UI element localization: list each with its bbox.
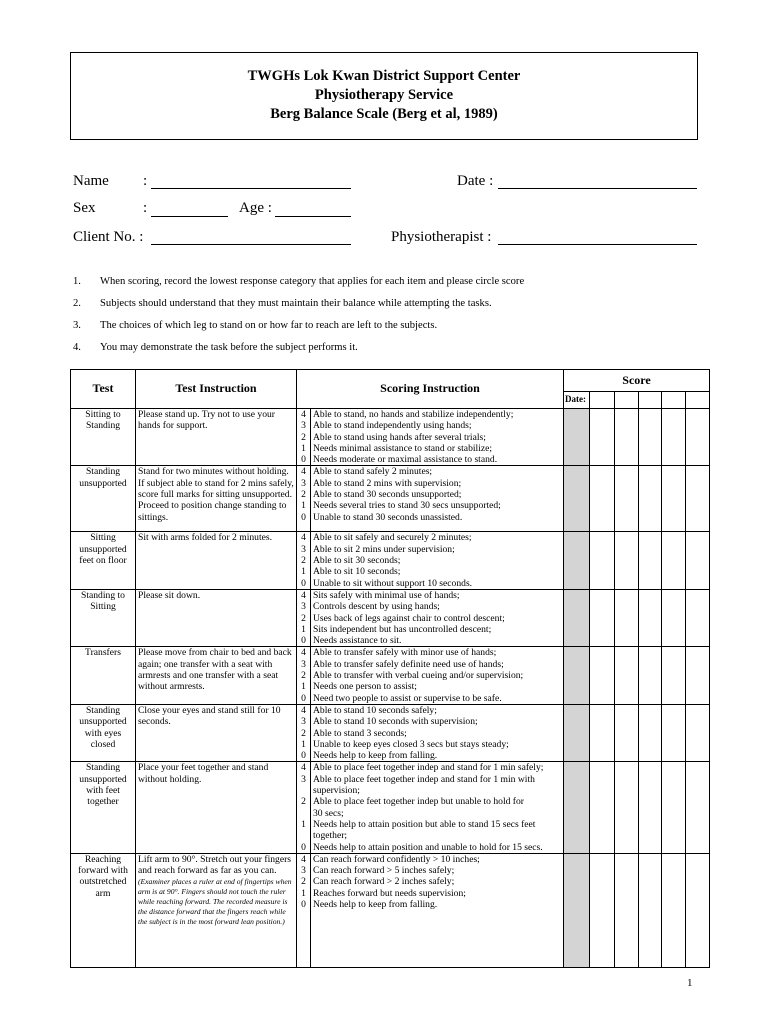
score-value[interactable]: 1 (301, 442, 306, 454)
scoring-descriptions (311, 704, 564, 761)
name-field[interactable] (151, 188, 351, 189)
test-instruction-text: Place your feet together and stand without holding. (138, 762, 269, 785)
scoring-description: Able to sit 2 mins under supervision; (313, 543, 455, 555)
test-instruction-text: Close your eyes and stand still for 10 seconds. (138, 704, 281, 728)
scoring-description: Able to sit safely and securely 2 minutes; (313, 532, 472, 544)
scoring-description: Can reach forward > 5 inches safely; (313, 865, 455, 877)
test-row (71, 532, 710, 589)
test-row (71, 409, 710, 466)
test-row (71, 647, 710, 704)
date-cell[interactable] (615, 392, 639, 409)
score-value[interactable]: 1 (301, 681, 306, 693)
test-instruction-text: Lift arm to 90°. Stretch out your fingers and reach forward as far as you can. (138, 853, 292, 877)
score-values (297, 532, 311, 589)
score-cell[interactable] (615, 853, 639, 967)
scoring-description: Reaches forward but needs supervision; (313, 887, 466, 899)
scoring-description: Need two people to assist or supervise to be safe. (313, 692, 502, 704)
score-cell[interactable] (590, 532, 615, 589)
physiotherapist-field[interactable] (498, 244, 697, 245)
scoring-description: Needs help to attain position and unable to hold for 15 secs. (313, 841, 543, 853)
scoring-description: Unable to keep eyes closed 3 secs but stays steady; (313, 738, 509, 750)
score-cell[interactable] (662, 704, 686, 761)
scoring-description: Able to place feet together indep and stand for 1 min with (313, 773, 535, 785)
scoring-description: Needs moderate or maximal assistance to stand. (313, 454, 498, 466)
score-cell[interactable] (615, 409, 639, 466)
score-value[interactable]: 2 (301, 670, 306, 682)
scoring-description: Able to stand safely 2 minutes; (313, 466, 433, 478)
scoring-description: Needs help to keep from falling. (313, 898, 438, 910)
score-shaded-cell (564, 589, 590, 646)
score-value[interactable]: 0 (301, 635, 306, 647)
score-value[interactable]: 2 (301, 431, 306, 443)
score-cell[interactable] (590, 647, 615, 704)
scoring-description: Needs one person to assist; (313, 681, 417, 693)
score-values (297, 704, 311, 761)
score-value[interactable]: 3 (301, 658, 306, 670)
score-cell[interactable] (662, 409, 686, 466)
scoring-description: Able to stand 30 seconds unsupported; (313, 489, 462, 501)
service-name: Physiotherapy Service (314, 87, 454, 103)
score-value[interactable]: 0 (301, 454, 306, 466)
score-value[interactable]: 2 (301, 612, 306, 624)
score-value[interactable]: 4 (301, 409, 306, 420)
score-value[interactable] (297, 830, 310, 841)
organization-name: TWGHs Lok Kwan District Support Center (247, 68, 521, 84)
date-cell[interactable] (590, 392, 615, 409)
score-cell[interactable] (639, 704, 662, 761)
name-label: Name (73, 173, 109, 189)
score-value[interactable]: 1 (301, 738, 306, 750)
scoring-description: Able to stand using hands after several trials; (313, 431, 486, 443)
score-value[interactable]: 4 (301, 589, 306, 601)
test-instruction (136, 853, 297, 967)
score-cell[interactable] (639, 532, 662, 589)
test-row (71, 762, 710, 853)
score-shaded-cell (564, 704, 590, 761)
score-cell[interactable] (590, 762, 615, 853)
scoring-descriptions (311, 466, 564, 532)
score-shaded-cell (564, 532, 590, 589)
score-value[interactable]: 0 (301, 898, 306, 910)
test-instruction-text: Please stand up. Try not to use your hands for support. (138, 409, 275, 432)
score-cell[interactable] (662, 466, 686, 532)
scoring-descriptions (311, 647, 564, 704)
scoring-description: Able to stand 10 seconds safely; (313, 704, 437, 716)
test-instruction-text: Please move from chair to bed and back again; one transfer with a seat with armrests and one transfer with a seat without armrests. (138, 647, 292, 693)
scoring-descriptions (311, 762, 564, 853)
score-value[interactable] (297, 785, 310, 796)
date-field[interactable] (498, 188, 697, 189)
score-value[interactable]: 2 (301, 796, 306, 808)
score-cell[interactable] (590, 704, 615, 761)
scoring-description: Able to stand, no hands and stabilize independently; (313, 409, 514, 420)
form-title: Berg Balance Scale (Berg et al, 1989) (270, 106, 498, 122)
page-number: 1 (687, 977, 693, 989)
date-cell[interactable] (639, 392, 662, 409)
general-instructions (73, 270, 693, 358)
score-cell[interactable] (686, 853, 710, 967)
sex-colon: : (143, 200, 148, 216)
score-value[interactable] (297, 808, 310, 819)
score-shaded-cell (564, 762, 590, 853)
scoring-description: Uses back of legs against chair to control descent; (313, 612, 505, 624)
score-value[interactable]: 2 (301, 727, 306, 739)
score-values (297, 762, 311, 853)
score-cell[interactable] (639, 762, 662, 853)
test-header: Test (71, 370, 136, 409)
test-row (71, 704, 710, 761)
scoring-description: Able to transfer with verbal cueing and/or supervision; (313, 670, 524, 682)
score-cell[interactable] (615, 466, 639, 532)
scoring-descriptions (311, 589, 564, 646)
score-value[interactable]: 3 (301, 420, 306, 432)
score-cell[interactable] (686, 589, 710, 646)
score-cell[interactable] (639, 589, 662, 646)
instruction-item: 1. When scoring, record the lowest response category that applies for each item and please circle score (73, 275, 525, 287)
scoring-description: Able to stand 2 mins with supervision; (313, 477, 462, 489)
score-values (297, 589, 311, 646)
score-cell[interactable] (686, 704, 710, 761)
scoring-description: Needs minimal assistance to stand or stabilize; (313, 442, 493, 454)
score-value[interactable]: 3 (301, 601, 306, 613)
score-cell[interactable] (662, 532, 686, 589)
score-values (297, 409, 311, 466)
age-label: Age : (239, 200, 272, 216)
scoring-description: Able to stand 10 seconds with supervision; (313, 716, 478, 728)
score-cell[interactable] (686, 466, 710, 532)
score-value[interactable]: 1 (301, 623, 306, 635)
score-value[interactable]: 0 (301, 692, 306, 704)
score-values (297, 853, 311, 967)
scoring-description: Able to place feet together indep but unable to hold for (313, 796, 524, 808)
sex-label: Sex (73, 200, 96, 216)
score-value[interactable]: 1 (301, 818, 306, 830)
score-value[interactable]: 0 (301, 577, 306, 589)
scoring-description: Can reach forward confidently > 10 inches; (313, 853, 480, 865)
score-cell[interactable] (686, 409, 710, 466)
scoring-description: Able to stand independently using hands; (313, 420, 472, 432)
test-instruction (136, 647, 297, 704)
test-instruction-text: Sit with arms folded for 2 minutes. (138, 532, 273, 544)
test-name: Reaching forward with outstretched arm (71, 853, 136, 967)
score-cell[interactable] (590, 853, 615, 967)
score-cell[interactable] (615, 762, 639, 853)
scoring-description: Able to sit 10 seconds; (313, 566, 401, 578)
scoring-description: Able to stand 3 seconds; (313, 727, 407, 739)
score-cell[interactable] (662, 647, 686, 704)
score-cell[interactable] (590, 409, 615, 466)
scoring-description: Unable to sit without support 10 seconds. (313, 577, 473, 589)
test-instruction (136, 589, 297, 646)
score-cell[interactable] (590, 589, 615, 646)
test-instruction (136, 532, 297, 589)
scoring-description: Sits safely with minimal use of hands; (313, 589, 460, 601)
score-value[interactable]: 2 (301, 876, 306, 888)
physiotherapist-label: Physiotherapist : (391, 229, 492, 245)
score-shaded-cell (564, 853, 590, 967)
score-cell[interactable] (639, 853, 662, 967)
score-cell[interactable] (686, 762, 710, 853)
score-cell[interactable] (639, 409, 662, 466)
scoring-descriptions (311, 409, 564, 466)
score-value[interactable]: 2 (301, 555, 306, 567)
date-label-cell: Date: (564, 392, 590, 409)
scoring-description: together; (313, 830, 348, 842)
scoring-description: Needs assistance to sit. (313, 635, 402, 647)
score-value[interactable]: 3 (301, 477, 306, 489)
score-value[interactable]: 1 (301, 500, 306, 512)
score-values (297, 466, 311, 532)
score-value[interactable]: 0 (301, 511, 306, 523)
test-name: Sitting to Standing (71, 409, 136, 466)
examiner-note: (Examiner places a ruler at end of fingertips when arm is at 90°. Fingers should not touch the ruler while reaching forward. The recorded measure is the distance forward that the fingers reach while the subject is in the most forward lean position.) (138, 877, 292, 927)
scoring-descriptions (311, 853, 564, 967)
test-instruction (136, 466, 297, 532)
scoring-description: Needs several tries to stand 30 secs unsupported; (313, 500, 501, 512)
test-name: Standing unsupported with feet together (71, 762, 136, 853)
score-cell[interactable] (590, 466, 615, 532)
score-value[interactable]: 3 (301, 543, 306, 555)
scoring-description: Unable to stand 30 seconds unassisted. (313, 511, 463, 523)
instruction-item: 4. You may demonstrate the task before the subject performs it. (73, 341, 358, 353)
score-value[interactable]: 3 (301, 865, 306, 877)
scoring-description: Needs help to attain position but able to stand 15 secs feet (313, 818, 536, 830)
test-instruction (136, 409, 297, 466)
score-values (297, 647, 311, 704)
scoring-description: Sits independent but has uncontrolled descent; (313, 623, 492, 635)
score-value[interactable]: 2 (301, 489, 306, 501)
scoring-description: Controls descent by using hands; (313, 601, 440, 613)
test-row (71, 589, 710, 646)
score-value[interactable]: 4 (301, 532, 306, 544)
score-shaded-cell (564, 409, 590, 466)
test-instruction-text: Please sit down. (138, 589, 201, 601)
score-cell[interactable] (662, 762, 686, 853)
score-value[interactable]: 4 (301, 466, 306, 478)
score-value[interactable]: 1 (301, 887, 306, 899)
score-value[interactable]: 1 (301, 566, 306, 578)
score-value[interactable]: 4 (301, 647, 306, 659)
date-label: Date : (457, 173, 494, 189)
test-name: Standing to Sitting (71, 589, 136, 646)
instruction-item: 3. The choices of which leg to stand on or how far to reach are left to the subjects. (73, 319, 438, 331)
test-row (71, 466, 710, 532)
form-header (70, 52, 698, 140)
test-instruction (136, 762, 297, 853)
score-cell[interactable] (686, 647, 710, 704)
scoring-description: Able to place feet together indep and stand for 1 min safely; (313, 762, 544, 774)
test-name: Sitting unsupported feet on floor (71, 532, 136, 589)
score-value[interactable]: 0 (301, 841, 306, 853)
scoring-instruction-header: Scoring Instruction (297, 370, 564, 409)
score-value[interactable]: 4 (301, 762, 306, 774)
score-cell[interactable] (615, 704, 639, 761)
test-row (71, 853, 710, 967)
scoring-description: 30 secs; (313, 807, 344, 819)
test-name: Standing unsupported (71, 466, 136, 532)
client-no-label: Client No. : (73, 229, 144, 245)
score-cell[interactable] (639, 466, 662, 532)
test-instruction-header: Test Instruction (136, 370, 297, 409)
test-instruction (136, 704, 297, 761)
score-shaded-cell (564, 466, 590, 532)
date-cell[interactable] (686, 392, 710, 409)
test-instruction-text: Stand for two minutes without holding. If subject able to stand for 2 mins safely, score full marks for sitting unsupported. Proceed to position change standing to sittings. (138, 466, 294, 523)
score-cell[interactable] (662, 589, 686, 646)
date-cell[interactable] (662, 392, 686, 409)
age-field[interactable] (275, 216, 351, 217)
score-header: Score (564, 370, 710, 392)
score-cell[interactable] (615, 532, 639, 589)
sex-field[interactable] (151, 216, 228, 217)
score-value[interactable]: 3 (301, 716, 306, 728)
scoring-description: supervision; (313, 785, 360, 797)
name-colon: : (143, 173, 148, 189)
score-cell[interactable] (615, 647, 639, 704)
scoring-descriptions (311, 532, 564, 589)
score-value[interactable]: 4 (301, 853, 306, 865)
client-no-field[interactable] (151, 244, 351, 245)
berg-scoring-table (70, 369, 710, 968)
scoring-description: Needs help to keep from falling. (313, 750, 438, 762)
scoring-description: Can reach forward > 2 inches safely; (313, 876, 455, 888)
score-value[interactable]: 4 (301, 704, 306, 716)
test-name: Standing unsupported with eyes closed (71, 704, 136, 761)
scoring-description: Able to transfer safely with minor use of hands; (313, 647, 497, 659)
score-cell[interactable] (639, 647, 662, 704)
score-cell[interactable] (615, 589, 639, 646)
score-shaded-cell (564, 647, 590, 704)
instruction-item: 2. Subjects should understand that they must maintain their balance while attempting the tasks. (73, 297, 492, 309)
scoring-description: Able to sit 30 seconds; (313, 555, 401, 567)
score-value[interactable]: 3 (301, 773, 306, 785)
score-cell[interactable] (686, 532, 710, 589)
test-name: Transfers (71, 647, 136, 704)
scoring-description: Able to transfer safely definite need use of hands; (313, 658, 504, 670)
score-cell[interactable] (662, 853, 686, 967)
score-value[interactable]: 0 (301, 750, 306, 762)
